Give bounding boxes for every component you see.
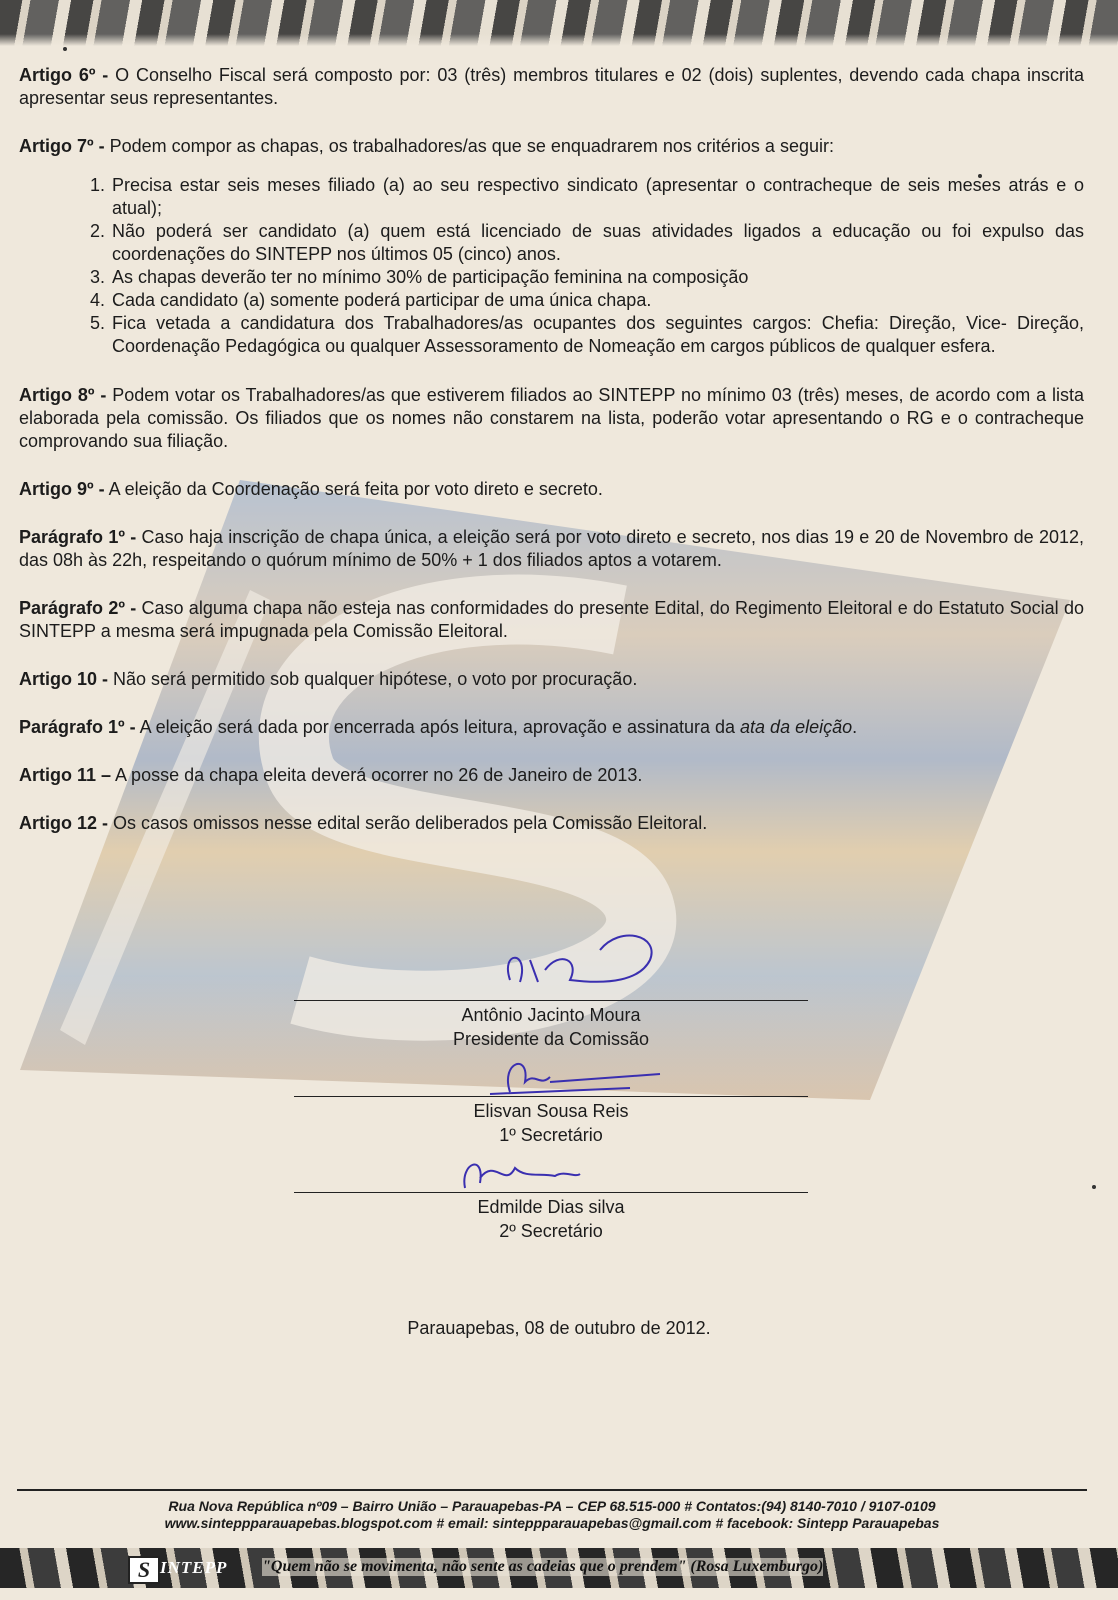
article-9 <box>19 478 1084 501</box>
sintepp-logo-icon: S <box>128 1556 160 1584</box>
criteria-item <box>19 174 1084 220</box>
article-text: Os casos omissos nesse edital serão deliberados pela Comissão Eleitoral. <box>108 813 708 833</box>
item-number: 3. <box>89 267 105 287</box>
article-label: Artigo 7º - <box>19 136 105 156</box>
item-text: Não poderá ser candidato (a) quem está licenciado de suas atividades ligados a educação ou foi expulso das coordenações do SINTEPP nos últimos 05 (cinco) anos. <box>112 221 1084 264</box>
decorative-header-band <box>0 0 1118 46</box>
item-number: 5. <box>89 313 105 333</box>
document-body <box>19 64 1084 860</box>
criteria-item <box>19 312 1084 358</box>
paragraph-label: Parágrafo 1º - <box>19 527 137 547</box>
article-label: Artigo 8º - <box>19 385 107 405</box>
paragraph-tail: . <box>852 717 858 737</box>
signature-scribble-first-secretary <box>480 1052 670 1102</box>
band-org-name: INTEPP <box>160 1558 228 1577</box>
article-12 <box>19 812 1084 835</box>
article-label: Artigo 10 - <box>19 669 109 689</box>
item-text: Fica vetada a candidatura dos Trabalhadores/as ocupantes dos seguintes cargos: Chefia: Direção, Vice- Direção, Coordenação Pedagógica ou qualquer Assessoramento de Nomeação em cargos públicos de qualquer esfera. <box>112 313 1084 356</box>
footer-web-contacts: www.sinteppparauapebas.blogspot.com # email: sinteppparauapebas@gmail.com # facebook: Sintepp Parauapebas <box>164 1515 940 1531</box>
signature-line <box>294 1096 808 1097</box>
item-number: 1. <box>89 175 105 195</box>
decorative-footer-band <box>0 1548 1118 1588</box>
footer-address: Rua Nova República nº09 – Bairro União – Parauapebas-PA – CEP 68.515-000 # Contatos:(94) 8140-7010 / 9107-0109 <box>168 1498 936 1514</box>
article-text: Podem compor as chapas, os trabalhadores/as que se enquadrarem nos critérios a seguir: <box>104 136 834 156</box>
signature-line <box>294 1000 808 1001</box>
article-6 <box>19 64 1084 110</box>
criteria-item <box>19 266 1084 289</box>
paragraph-label: Parágrafo 1º - <box>19 717 136 737</box>
place-and-date: Parauapebas, 08 de outubro de 2012. <box>407 1318 711 1338</box>
article-7 <box>19 135 1084 158</box>
signature-line <box>294 1192 808 1193</box>
criteria-item <box>19 289 1084 312</box>
signer-name: Edmilde Dias silva <box>477 1197 625 1217</box>
signature-president <box>294 1000 808 1051</box>
article-text: A posse da chapa eleita deverá ocorrer no 26 de Janeiro de 2013. <box>111 765 643 785</box>
article-text: A eleição da Coordenação será feita por voto direto e secreto. <box>104 479 603 499</box>
paragraph-2 <box>19 597 1084 643</box>
item-text: As chapas deverão ter no mínimo 30% de participação feminina na composição <box>112 267 749 287</box>
item-number: 4. <box>89 290 105 310</box>
article-label: Artigo 6º - <box>19 65 109 85</box>
signature-scribble-president <box>490 920 670 1000</box>
article-label: Artigo 12 - <box>19 813 109 833</box>
article-label: Artigo 11 – <box>19 765 112 785</box>
item-text: Cada candidato (a) somente poderá participar de uma única chapa. <box>112 290 652 310</box>
article-text: O Conselho Fiscal será composto por: 03 (três) membros titulares e 02 (dois) suplentes, devendo cada chapa inscrita apresentar seus representantes. <box>19 65 1085 108</box>
criteria-item <box>19 220 1084 266</box>
band-quote: "Quem não se movimenta, não sente as cadeias que o prendem" (Rosa Luxemburgo) <box>262 1558 824 1575</box>
article-10 <box>19 668 1084 691</box>
article-text: Podem votar os Trabalhadores/as que estiverem filiados ao SINTEPP no mínimo 03 (três) meses, de acordo com a lista elaborada pela comissão. Os filiados que os nomes não constarem na lista, poderão votar apresentando o RG e o contracheque comprovando sua filiação. <box>19 385 1084 451</box>
article-11 <box>19 764 1084 787</box>
decorative-dot <box>63 47 67 51</box>
signature-first-secretary <box>294 1096 808 1147</box>
paragraph-text: A eleição será dada por encerrada após leitura, aprovação e assinatura da <box>135 717 741 737</box>
paragraph-1 <box>19 526 1084 572</box>
signer-role: Presidente da Comissão <box>452 1029 650 1049</box>
paragraph-1-art10 <box>19 716 1084 739</box>
item-number: 2. <box>89 221 105 241</box>
paragraph-text: Caso alguma chapa não esteja nas conformidades do presente Edital, do Regimento Eleitoral e do Estatuto Social do SINTEPP a mesma será impugnada pela Comissão Eleitoral. <box>19 598 1084 641</box>
signature-scribble-second-secretary <box>445 1148 585 1198</box>
signer-role: 1º Secretário <box>499 1125 603 1145</box>
paragraph-label: Parágrafo 2º - <box>19 598 137 618</box>
signature-second-secretary <box>294 1192 808 1243</box>
signer-name: Elisvan Sousa Reis <box>473 1101 629 1121</box>
footer-contact <box>17 1489 1087 1532</box>
article-text: Não será permitido sob qualquer hipótese, o voto por procuração. <box>108 669 638 689</box>
signer-name: Antônio Jacinto Moura <box>461 1005 641 1025</box>
signer-role: 2º Secretário <box>499 1221 603 1241</box>
article-8 <box>19 384 1084 453</box>
criteria-list <box>19 174 1084 358</box>
decorative-dot <box>1092 1185 1096 1189</box>
article-label: Artigo 9º - <box>19 479 105 499</box>
italic-term: ata da eleição <box>740 717 853 737</box>
item-text: Precisa estar seis meses filiado (a) ao seu respectivo sindicato (apresentar o contracheque de seis meses atrás e o atual); <box>112 175 1084 218</box>
paragraph-text: Caso haja inscrição de chapa única, a eleição será por voto direto e secreto, nos dias 19 e 20 de Novembro de 2012, das 08h às 22h, respeitando o quórum mínimo de 50% + 1 dos filiados aptos a votarem. <box>19 527 1084 570</box>
